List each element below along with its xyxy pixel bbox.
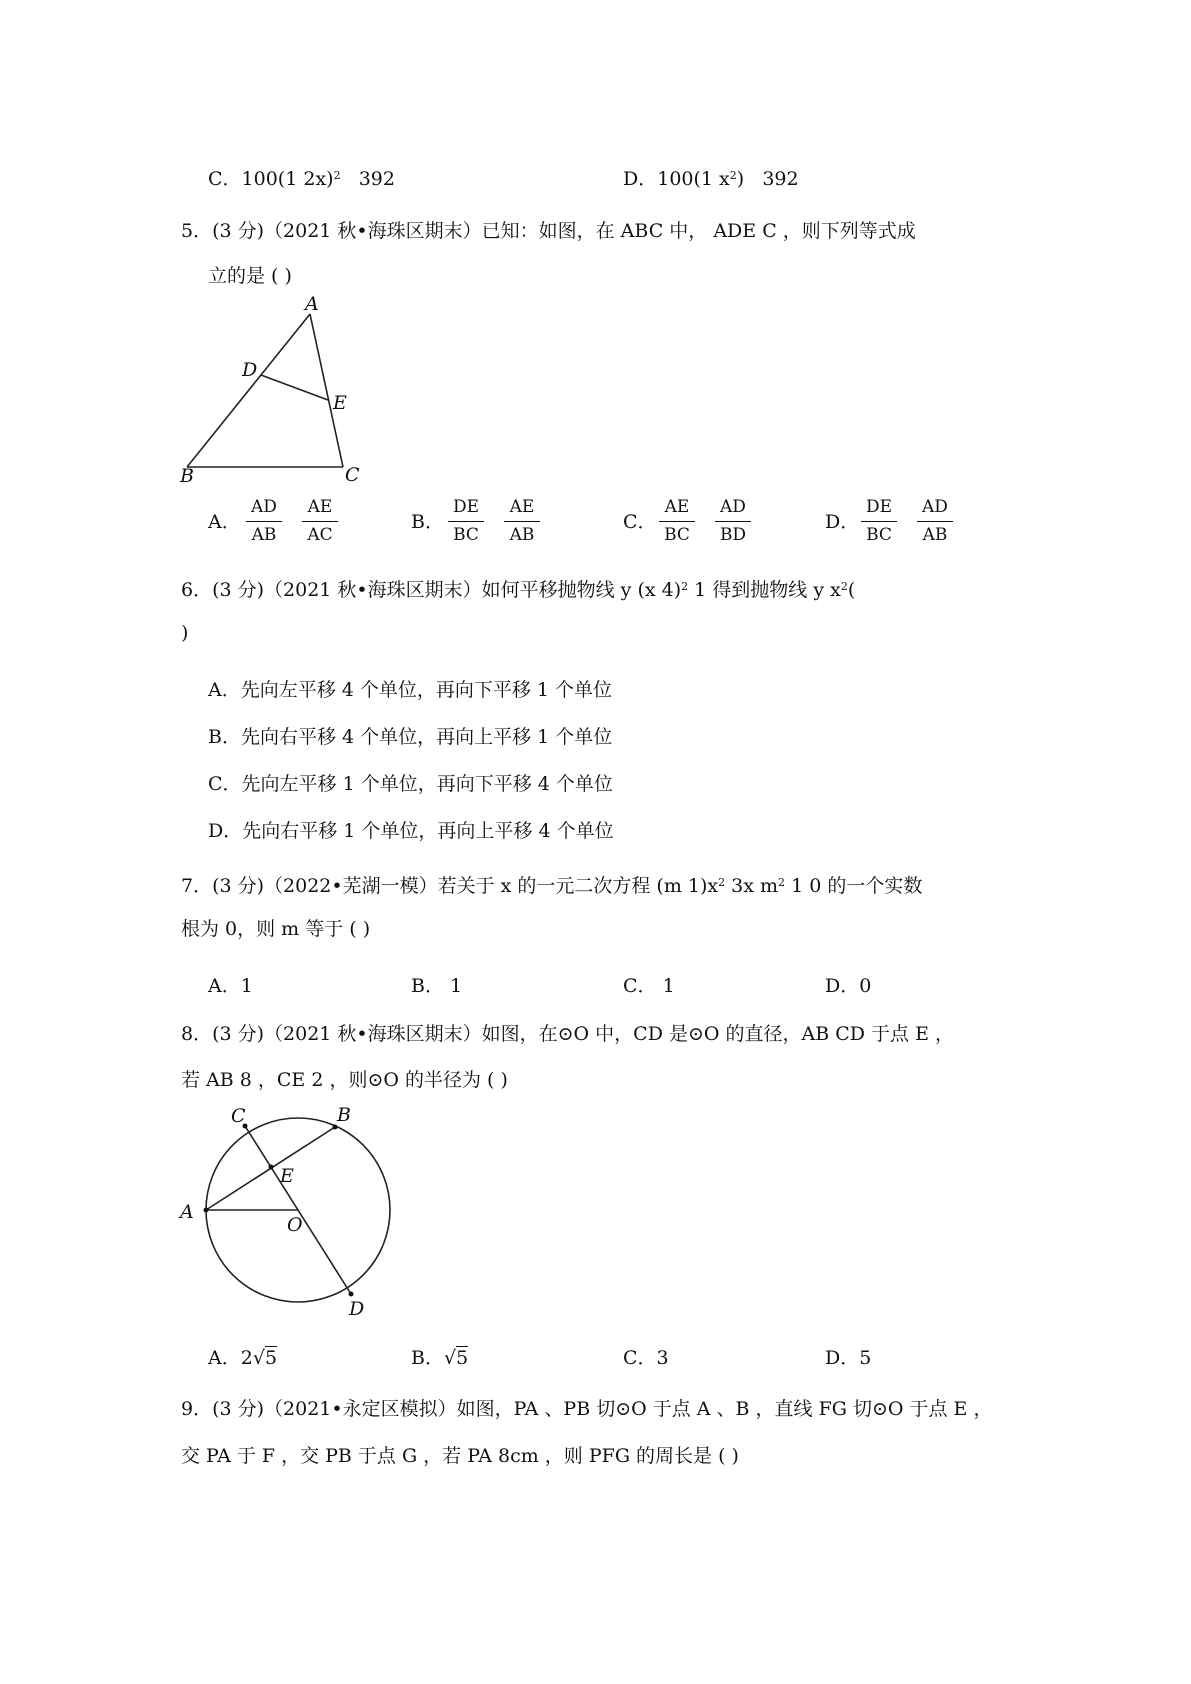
fraction-numerator: DE: [865, 497, 893, 517]
q6-exponent-2: 2: [840, 580, 848, 593]
q5-option-b-label: B．: [411, 511, 444, 533]
q5-option-c-fraction2: [713, 497, 753, 545]
q7-stem-line2: 根为 0，则 m 等于 ( ): [181, 918, 371, 940]
q6-stem-part3: (: [847, 579, 856, 601]
sqrt-icon: √: [443, 1347, 457, 1369]
q6-stem-line1: [181, 575, 855, 602]
q5-label-c: C: [345, 464, 360, 482]
q4-option-c: [208, 164, 395, 191]
q8-label-b: B: [337, 1104, 351, 1126]
fraction-denominator: AB: [509, 525, 535, 545]
fraction-denominator: AB: [922, 525, 948, 545]
q8-option-a-radicand: 5: [264, 1347, 278, 1369]
q7-stem-line1: [181, 871, 922, 898]
q8-stem-line2: 若 AB 8 ，CE 2 ，则⊙O 的半径为 ( ): [181, 1069, 508, 1091]
q5-stem-line2: 立的是 ( ): [208, 265, 292, 287]
fraction-bar: [659, 521, 695, 522]
q7-exponent-1: 2: [718, 876, 726, 889]
q7-option-b: B． 1: [411, 975, 463, 997]
q8-option-b-label: B．: [411, 1347, 444, 1369]
fraction-denominator: BD: [719, 525, 747, 545]
q7-option-c: C． 1: [623, 975, 675, 997]
q5-label-e: E: [333, 392, 347, 414]
q8-option-a-label: A．: [208, 1347, 241, 1369]
q8-label-e: E: [280, 1165, 294, 1187]
q5-option-a-label: A．: [208, 511, 241, 533]
q4-option-c-expr: 100(1 2x): [241, 168, 334, 190]
q8-stem-line1: 8．(3 分)（2021 秋•海珠区期末）如图，在⊙O 中，CD 是⊙O 的直径，AB CD 于点 E ，: [181, 1023, 955, 1045]
q5-stem-line1: 5．(3 分)（2021 秋•海珠区期末）已知：如图，在 ABC 中， ADE C ，则下列等式成: [181, 220, 916, 242]
sqrt-icon: √: [252, 1347, 265, 1369]
q8-label-o: O: [287, 1214, 303, 1236]
q5-option-a-fraction2: [300, 497, 340, 545]
q7-option-a: A．1: [208, 975, 253, 997]
q5-option-c-label: C．: [623, 511, 657, 533]
q8-label-c: C: [231, 1105, 246, 1127]
q8-option-b: [411, 1346, 468, 1370]
q4-option-c-label: C．: [208, 168, 242, 190]
q4-option-d: [623, 164, 799, 191]
fraction-bar: [715, 521, 751, 522]
fraction-numerator: AE: [664, 497, 690, 517]
fraction-denominator: BC: [453, 525, 479, 545]
q8-option-a-coefficient: 2: [240, 1347, 253, 1369]
q7-stem-part1: 7．(3 分)（2022•芜湖一模）若关于 x 的一元二次方程 (m 1)x: [181, 875, 719, 897]
fraction-numerator: AE: [509, 497, 535, 517]
q7-stem-part2: 3x m: [725, 875, 779, 897]
fraction-denominator: BC: [664, 525, 690, 545]
fraction-bar: [448, 521, 484, 522]
q7-stem-part3: 1 0 的一个实数: [785, 875, 923, 897]
q6-stem-line2: ): [181, 622, 189, 644]
q5-option-b-fraction1: [446, 497, 486, 545]
q6-stem-part2: 1 得到抛物线 y x: [688, 579, 841, 601]
q8-label-a: A: [180, 1201, 194, 1223]
q9-stem-line2: 交 PA 于 F ，交 PB 于点 G ，若 PA 8cm ，则 PFG 的周长是 ( ): [181, 1445, 739, 1467]
fraction-numerator: AE: [307, 497, 333, 517]
q5-option-d-fraction1: [859, 497, 899, 545]
q5-label-a: A: [305, 296, 319, 315]
q4-option-d-exponent: 2: [729, 169, 737, 182]
fraction-bar: [246, 521, 282, 522]
q7-exponent-2: 2: [778, 876, 786, 889]
q6-option-d: D．先向右平移 1 个单位，再向上平移 4 个单位: [208, 820, 614, 842]
q6-option-a: A．先向左平移 4 个单位，再向下平移 1 个单位: [208, 679, 613, 701]
fraction-numerator: AD: [922, 497, 948, 517]
q5-triangle-figure: [170, 296, 370, 482]
q7-option-d: D．0: [825, 975, 872, 997]
q5-option-d-fraction2: [915, 497, 955, 545]
fraction-denominator: AC: [307, 525, 333, 545]
q5-option-a-fraction1: [244, 497, 284, 545]
q6-stem-part1: 6．(3 分)（2021 秋•海珠区期末）如何平移抛物线 y (x 4): [181, 579, 682, 601]
q4-option-c-rhs: 392: [358, 168, 395, 190]
q8-option-a: [208, 1346, 277, 1370]
q8-circle-figure: [175, 1100, 405, 1320]
q8-option-d: D．5: [825, 1347, 872, 1369]
q9-stem-line1: 9．(3 分)（2021•永定区模拟）如图，PA 、PB 切⊙O 于点 A 、B ，直线 FG 切⊙O 于点 E ，: [181, 1398, 993, 1420]
q5-option-b-fraction2: [502, 497, 542, 545]
fraction-bar: [861, 521, 897, 522]
q8-option-c: C．3: [623, 1347, 669, 1369]
q4-option-c-exponent: 2: [333, 169, 341, 182]
q5-label-d: D: [242, 359, 258, 381]
q4-option-d-label: D．: [623, 168, 658, 190]
fraction-bar: [504, 521, 540, 522]
q8-option-b-radicand: 5: [456, 1347, 469, 1369]
fraction-bar: [302, 521, 338, 522]
q5-option-d-label: D．: [825, 511, 860, 533]
fraction-bar: [917, 521, 953, 522]
fraction-denominator: AB: [251, 525, 277, 545]
fraction-numerator: DE: [452, 497, 480, 517]
q4-option-d-close: ): [736, 168, 745, 190]
q4-option-d-expr: 100(1 x: [657, 168, 730, 190]
q5-label-b: B: [180, 465, 194, 482]
q8-label-d: D: [349, 1298, 365, 1320]
q5-option-c-fraction1: [657, 497, 697, 545]
q6-exponent-1: 2: [681, 580, 689, 593]
fraction-numerator: AD: [720, 497, 746, 517]
q6-option-b: B．先向右平移 4 个单位，再向上平移 1 个单位: [208, 726, 613, 748]
q6-option-c: C．先向左平移 1 个单位，再向下平移 4 个单位: [208, 773, 613, 795]
q4-option-d-rhs: 392: [762, 168, 799, 190]
fraction-denominator: BC: [866, 525, 892, 545]
fraction-numerator: AD: [251, 497, 277, 517]
